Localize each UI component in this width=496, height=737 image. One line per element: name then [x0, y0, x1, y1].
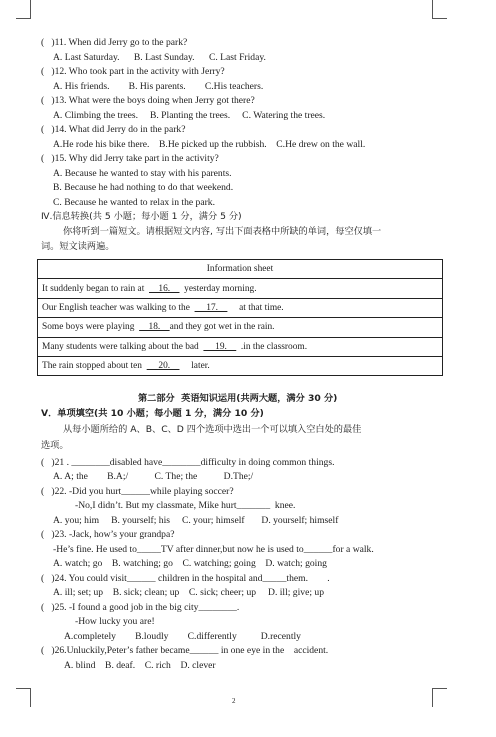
table-row	[38, 279, 443, 298]
question-13: ( )13. What were the boys doing when Jerry got there?	[41, 95, 255, 106]
table-cell	[38, 337, 443, 356]
question-14: ( )14. What did Jerry do in the park?	[41, 124, 186, 135]
question-23-line-2: -He’s fine. He used to_____TV after dinner,but now he is used to______for a walk.	[53, 544, 374, 555]
section-5-instruction-line-1: 从每小题所给的 A、B、C、D 四个选项中选出一个可以填入空白处的最佳	[63, 424, 362, 435]
question-22: ( )22. -Did you hurt______while playing soccer?	[41, 486, 234, 497]
crop-mark-bottom-right	[432, 688, 447, 707]
answer-blank-19[interactable]: 19.	[203, 341, 237, 352]
question-24: ( )24. You could visit______ children in the hospital and_____them. .	[41, 573, 330, 584]
question-14-options: A.He rode his bike there. B.He picked up the rubbish. C.He drew on the wall.	[53, 139, 366, 150]
row-text-before: Our English teacher was walking to the	[42, 302, 195, 313]
question-15-option-c: C. Because he wanted to relax in the park.	[53, 197, 215, 208]
crop-mark-bottom-left	[16, 688, 31, 707]
question-22-line-2: -No,I didn’t. But my classmate, Mike hurt_______ knee.	[75, 500, 296, 511]
question-15: ( )15. Why did Jerry take part in the activity?	[41, 153, 219, 164]
question-25-line-2: -How lucky you are!	[75, 616, 155, 627]
question-22-options: A. you; him B. yourself; his C. your; himself D. yourself; himself	[53, 515, 339, 526]
crop-mark-top-right	[432, 0, 447, 19]
table-row	[38, 298, 443, 317]
row-text-after: at that time.	[227, 302, 284, 313]
table-cell	[38, 279, 443, 298]
question-25-options: A.completely B.loudly C.differently D.recently	[64, 631, 301, 642]
table-cell	[38, 298, 443, 317]
question-15-option-b: B. Because he had nothing to do that weekend.	[53, 182, 234, 193]
section-5-title: V．单项填空(共 10 小题；每小题 1 分，满分 10 分)	[41, 408, 264, 419]
table-row	[38, 318, 443, 337]
row-text-before: Some boys were playing	[42, 322, 140, 333]
question-13-options: A. Climbing the trees. B. Planting the trees. C. Watering the trees.	[53, 110, 326, 121]
table-row	[38, 356, 443, 375]
page-number: 2	[232, 697, 236, 705]
question-15-option-a: A. Because he wanted to stay with his parents.	[53, 168, 232, 179]
crop-mark-top-left	[16, 0, 31, 19]
row-text-after: later.	[179, 361, 210, 372]
question-21: ( )21 . ________disabled have________difficulty in doing common things.	[41, 457, 335, 468]
information-sheet-table	[37, 259, 443, 376]
section-5-instruction-line-2: 选项。	[41, 440, 69, 451]
table-cell	[38, 318, 443, 337]
question-12: ( )12. Who took part in the activity with Jerry?	[41, 66, 225, 77]
question-24-options: A. ill; set; up B. sick; clean; up C. sick; cheer; up D. ill; give; up	[53, 587, 324, 598]
table-cell	[38, 356, 443, 375]
question-26: ( )26.Unluckily,Peter’s father became______ in one eye in the accident.	[41, 645, 329, 656]
answer-blank-16[interactable]: 16.	[149, 283, 180, 294]
table-row	[38, 337, 443, 356]
answer-blank-20[interactable]: 20.	[146, 361, 180, 372]
row-text-after: yesterday morning.	[179, 283, 257, 294]
question-26-options: A. blind B. deaf. C. rich D. clever	[64, 660, 216, 671]
table-header-row	[38, 260, 443, 279]
question-12-options: A. His friends. B. His parents. C.His teachers.	[53, 81, 264, 92]
row-text-before: Many students were talking about the bad	[42, 341, 204, 352]
question-25: ( )25. -I found a good job in the big city________.	[41, 602, 240, 613]
question-23: ( )23. -Jack, how’s your grandpa?	[41, 529, 175, 540]
answer-blank-18[interactable]: 18.	[139, 322, 170, 333]
row-text-after: .in the classroom.	[236, 341, 308, 352]
part-2-title: 第二部分 英语知识运用(共两大题，满分 30 分)	[138, 393, 338, 404]
table-header: Information sheet	[38, 260, 443, 279]
question-21-options: A. A; the B.A;/ C. The; the D.The;/	[53, 471, 254, 482]
row-text-before: It suddenly began to rain at	[42, 283, 150, 294]
question-11: ( )11. When did Jerry go to the park?	[41, 37, 188, 48]
row-text-before: The rain stopped about ten	[42, 361, 147, 372]
question-11-options: A. Last Saturday. B. Last Sunday. C. Last Friday.	[53, 52, 266, 63]
row-text-after: and they got wet in the rain.	[169, 322, 275, 333]
section-4-title: Ⅳ.信息转换(共 5 小题；每小题 1 分，满分 5 分)	[41, 211, 242, 222]
section-4-instruction-line-1: 你将听到一篇短文。请根据短文内容, 写出下面表格中所缺的单词，每空仅填一	[63, 226, 382, 237]
question-23-options: A. watch; go B. watching; go C. watching; going D. watch; going	[53, 558, 327, 569]
section-4-instruction-line-2: 词。短文读两遍。	[41, 241, 115, 252]
answer-blank-17[interactable]: 17.	[194, 302, 228, 313]
